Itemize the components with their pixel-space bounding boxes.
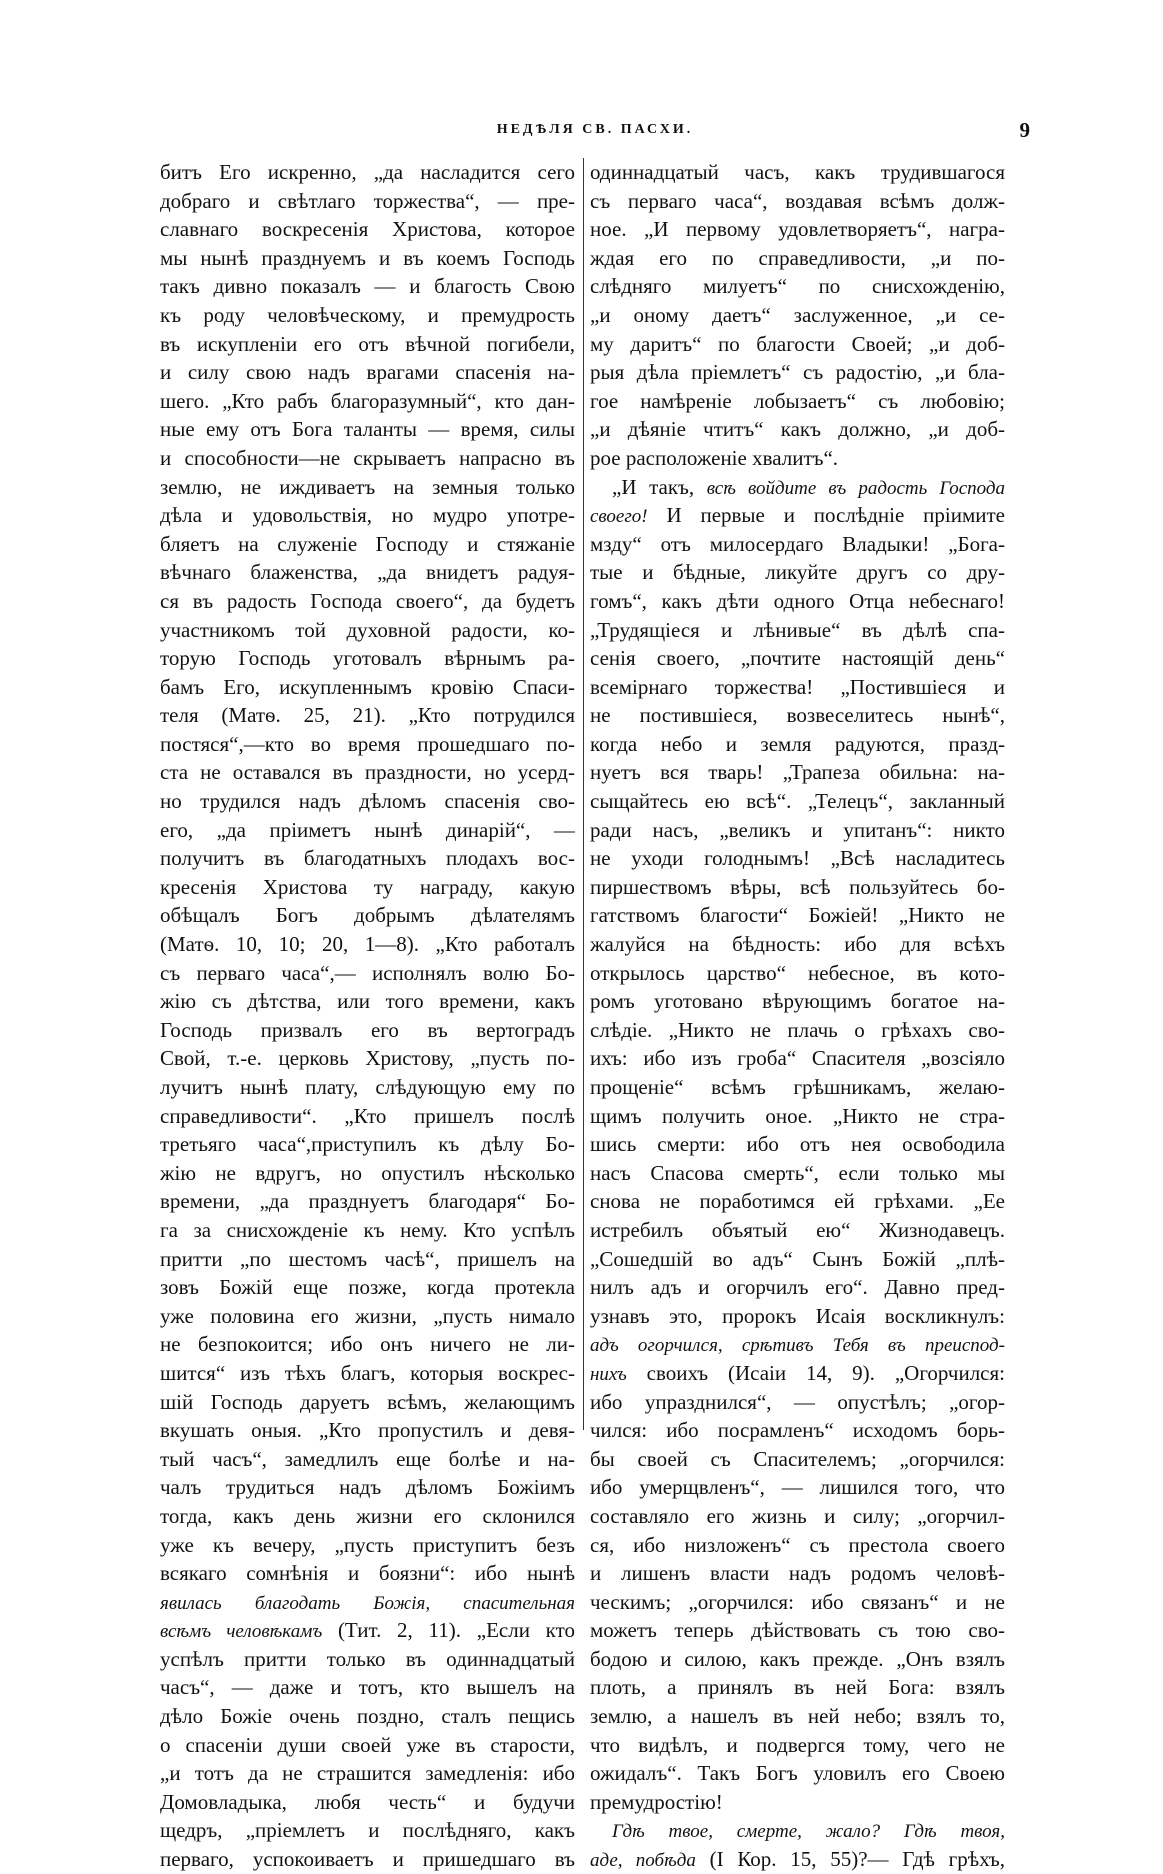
line-text: истребилъ объятый ею“ Жизнодавецъ.: [590, 1217, 1005, 1242]
line-text: „Сошедшій во адъ“ Сынъ Божій „плѣ-: [590, 1246, 1005, 1271]
italic-quote: Гдѣ твое, смерте, жало? Гдѣ твоя,: [612, 1821, 1005, 1843]
text-line: [160, 1731, 575, 1760]
text-line: [160, 1245, 575, 1274]
text-line: [160, 1330, 575, 1359]
text-line: [160, 987, 575, 1016]
text-line: [160, 158, 575, 187]
text-line: [590, 873, 1005, 902]
line-text: шись смерти: ибо отъ нея освободила: [590, 1132, 1005, 1157]
line-text: шего. „Кто рабъ благоразумный“, кто дан-: [160, 388, 575, 413]
text-line: [160, 1016, 575, 1045]
text-line: [160, 1616, 575, 1645]
line-text: участникомъ той духовной радости, ко-: [160, 617, 575, 642]
line-text: успѣлъ притти только въ одиннадцатый: [160, 1646, 575, 1671]
line-text: рое расположеніе хвалитъ“.: [590, 445, 839, 470]
line-text: (Тит. 2, 11). „Если кто: [322, 1618, 575, 1643]
text-line: [590, 701, 1005, 730]
text-line: [160, 215, 575, 244]
text-line: [160, 730, 575, 759]
text-line: [160, 1673, 575, 1702]
line-text: своихъ (Исаіи 14, 9). „Огорчился:: [626, 1360, 1005, 1385]
line-text: бодою и силою, какъ прежде. „Онъ взялъ: [590, 1646, 1005, 1671]
line-text: землю, не иждиваетъ на земныя только: [160, 474, 575, 499]
line-text: ибо упразднился“, — опустѣлъ; „огор-: [590, 1389, 1005, 1414]
line-text: одиннадцатый часъ, какъ трудившагося: [590, 160, 1005, 184]
text-line: [160, 501, 575, 530]
line-text: вѣчнаго блаженства, „да внидетъ радуя-: [160, 560, 575, 585]
text-line: [590, 1073, 1005, 1102]
text-line: [160, 1073, 575, 1102]
line-text: премудростію!: [590, 1789, 723, 1814]
text-line: [590, 1388, 1005, 1417]
text-line: [160, 816, 575, 845]
text-line: [160, 873, 575, 902]
line-text: дѣло Божіе очень поздно, сталъ пещись: [160, 1704, 575, 1729]
italic-quote: адъ огорчился, срѣтивъ Тебя въ преиспод-: [590, 1335, 1005, 1357]
text-line: [590, 272, 1005, 301]
running-title: НЕДѢЛЯ СВ. ПАСХИ.: [496, 122, 694, 137]
text-line: [160, 1645, 575, 1674]
italic-quote: своего!: [590, 506, 648, 528]
text-line: [160, 444, 575, 473]
line-text: слѣдняго милуетъ“ по снисхожденію,: [590, 274, 1005, 299]
line-text: насъ Спасова смерть“, если только мы: [590, 1160, 1005, 1185]
line-text: пиршествомъ вѣры, всѣ пользуйтесь бо-: [590, 874, 1005, 899]
text-line: [590, 1216, 1005, 1245]
line-text: и силу свою надъ врагами спасенія на-: [160, 360, 575, 385]
line-text: сыщайтесь ею всѣ“. „Телецъ“, закланный: [590, 789, 1005, 814]
line-text: Свой, т.-е. церковь Христову, „пусть по-: [160, 1046, 575, 1071]
line-text: (I Кор. 15, 55)?— Гдѣ грѣхъ,: [695, 1847, 1005, 1872]
line-text: не безпокоится; ибо онъ ничего не ли-: [160, 1332, 575, 1357]
line-text: Господь призвалъ его въ вертоградъ: [160, 1017, 575, 1042]
line-text: снова не поработимся ей грѣхами. „Ее: [590, 1189, 1005, 1214]
line-text: лучитъ нынѣ плату, слѣдующую ему по: [160, 1075, 575, 1099]
line-text: третьяго часа“,приступилъ къ дѣлу Бо-: [160, 1132, 575, 1157]
text-line: [590, 1130, 1005, 1159]
text-line: [590, 1559, 1005, 1588]
text-line: [590, 1531, 1005, 1560]
line-text: теля (Матѳ. 25, 21). „Кто потрудился: [160, 703, 575, 728]
line-text: ные ему отъ Бога таланты — время, силы: [160, 417, 575, 442]
text-line: [590, 358, 1005, 387]
line-text: „И такъ,: [612, 474, 707, 499]
text-line: [590, 387, 1005, 416]
text-line: [590, 787, 1005, 816]
text-line: [590, 844, 1005, 873]
text-line: [160, 473, 575, 502]
left-column: [160, 158, 575, 1874]
text-line: [590, 1273, 1005, 1302]
line-text: ся, ибо низложенъ“ съ престола своего: [590, 1532, 1005, 1557]
line-text: жалуйся на бѣдность: ибо для всѣхъ: [590, 932, 1005, 957]
text-line: [590, 673, 1005, 702]
text-line: [160, 187, 575, 216]
text-line: [590, 1702, 1005, 1731]
line-text: „Трудящіеся и лѣнивые“ въ дѣлѣ спа-: [590, 617, 1005, 642]
line-text: бамъ Его, искупленнымъ кровію Спаси-: [160, 674, 575, 699]
text-line: [160, 1388, 575, 1417]
line-text: всемірнаго торжества! „Постившіеся и: [590, 674, 1005, 699]
line-text: жію съ дѣтства, или того времени, какъ: [160, 989, 575, 1014]
line-text: ся въ радость Господа своего“, да будетъ: [160, 588, 575, 613]
text-line: [160, 901, 575, 930]
italic-quote: явилась благодать Божія, спасительная: [160, 1592, 575, 1614]
text-line: [160, 1759, 575, 1788]
text-line: [160, 272, 575, 301]
text-line: [590, 301, 1005, 330]
line-text: дѣла и удовольствія, но мудро употре-: [160, 503, 575, 528]
line-text: получитъ въ благодатныхъ плодахъ вос-: [160, 846, 575, 871]
text-line: [590, 1588, 1005, 1617]
text-line: [160, 1159, 575, 1188]
line-text: слѣдіе. „Никто не плачь о грѣхахъ сво-: [590, 1017, 1005, 1042]
text-line: [160, 301, 575, 330]
line-text: можетъ теперь дѣйствовать съ тою сво-: [590, 1618, 1005, 1643]
line-text: щедръ, „пріемлетъ и послѣдняго, какъ: [160, 1818, 575, 1843]
text-line: [160, 244, 575, 273]
text-line: [590, 1788, 1005, 1817]
line-text: открылось царство“ небесное, въ кото-: [590, 960, 1005, 985]
text-line: [160, 1044, 575, 1073]
line-text: рыя дѣла пріемлетъ“ съ радостію, „и бла-: [590, 360, 1005, 385]
line-text: битъ Его искренно, „да насладится сего: [160, 160, 575, 184]
line-text: всякаго сомнѣнія и боязни“: ибо нынѣ: [160, 1561, 575, 1586]
text-line: [590, 1845, 1005, 1874]
line-text: тогда, какъ день жизни его склонился: [160, 1503, 575, 1528]
text-line: [590, 816, 1005, 845]
line-text: торую Господь уготовалъ вѣрнымъ ра-: [160, 646, 575, 671]
text-line: [160, 1845, 575, 1874]
line-text: ради насъ, „великъ и упитанъ“: никто: [590, 817, 1005, 842]
line-text: И первые и послѣдніе пріимите: [647, 503, 1005, 528]
text-line: [160, 1445, 575, 1474]
italic-quote: аде, побѣда: [590, 1850, 696, 1872]
line-text: бляетъ на служеніе Господу и стяжаніе: [160, 531, 575, 556]
line-text: чился: ибо посрамленъ“ исходомъ борь-: [590, 1418, 1005, 1443]
line-text: Домовладыка, любя честь“ и будучи: [160, 1789, 575, 1814]
line-text: ожидалъ“. Такъ Богъ уловилъ его Своею: [590, 1761, 1005, 1786]
line-text: уже половина его жизни, „пусть нимало: [160, 1303, 575, 1328]
text-line: [590, 1302, 1005, 1331]
text-line: [590, 158, 1005, 187]
text-line: [590, 415, 1005, 444]
text-line: [160, 358, 575, 387]
right-column: [590, 158, 1005, 1874]
line-text: плоть, а принялъ въ ней Бога: взялъ: [590, 1675, 1005, 1700]
line-text: что видѣлъ, и подвергся тому, чего не: [590, 1732, 1005, 1757]
line-text: „и дѣяніе чтитъ“ какъ должно, „и доб-: [590, 417, 1005, 442]
line-text: прощеніе“ всѣмъ грѣшникамъ, желаю-: [590, 1075, 1005, 1099]
line-text: тые и бѣдные, ликуйте другъ со дру-: [590, 560, 1005, 585]
text-line: [590, 444, 1005, 473]
line-text: чалъ трудиться надъ дѣломъ Божіимъ: [160, 1475, 575, 1500]
text-line: [160, 1359, 575, 1388]
text-line: [160, 644, 575, 673]
line-text: его, „да пріиметъ нынѣ динарій“, —: [160, 817, 575, 842]
text-line: [160, 1416, 575, 1445]
text-line: [160, 1816, 575, 1845]
text-line: [590, 1159, 1005, 1188]
text-line: [590, 558, 1005, 587]
text-line: [590, 244, 1005, 273]
text-line: [160, 787, 575, 816]
text-line: [590, 1502, 1005, 1531]
text-line: [160, 673, 575, 702]
line-text: гомъ“, какъ дѣти одного Отца небеснаго!: [590, 588, 1005, 613]
text-line: [160, 1502, 575, 1531]
line-text: притти „по шестомъ часѣ“, пришелъ на: [160, 1246, 575, 1271]
text-line: [590, 1759, 1005, 1788]
line-text: землю, а нашелъ въ ней небо; взялъ то,: [590, 1704, 1005, 1729]
text-line: [160, 1702, 575, 1731]
line-text: съ перваго часа“,— исполнялъ волю Бо-: [160, 960, 575, 985]
line-text: такъ дивно показалъ — и благость Свою: [160, 274, 575, 299]
line-text: обѣщалъ Богъ добрымъ дѣлателямъ: [160, 903, 575, 928]
text-line: [160, 959, 575, 988]
text-line: [160, 530, 575, 559]
text-line: [590, 730, 1005, 759]
text-line: [590, 187, 1005, 216]
line-text: ста не оставался въ праздности, но усерд-: [160, 760, 575, 785]
line-text: ное. „И первому удовлетворяетъ“, награ-: [590, 217, 1005, 242]
line-text: ихъ: ибо изъ гроба“ Спасителя „возсіяло: [590, 1046, 1005, 1071]
line-text: составляло его жизнь и силу; „огорчил-: [590, 1503, 1005, 1528]
text-line: [160, 558, 575, 587]
line-text: узнавъ это, пророкъ Исаія воскликнулъ:: [590, 1303, 1005, 1328]
text-line: [160, 1102, 575, 1131]
line-text: къ роду человѣческому, и премудрость: [160, 302, 575, 327]
text-line: [590, 1445, 1005, 1474]
line-text: ромъ уготовано вѣрующимъ богатое на-: [590, 989, 1005, 1014]
line-text: шится“ изъ тѣхъ благъ, которыя воскрес-: [160, 1360, 575, 1385]
line-text: уже къ вечеру, „пусть приступитъ безъ: [160, 1532, 575, 1557]
line-text: гатствомъ благости“ Божіей! „Никто не: [590, 903, 1005, 928]
text-line: [590, 758, 1005, 787]
text-line: [160, 1302, 575, 1331]
text-line: [590, 901, 1005, 930]
text-line: [590, 1673, 1005, 1702]
text-line: [590, 1816, 1005, 1845]
line-text: га за снисхожденіе къ нему. Кто успѣлъ: [160, 1217, 575, 1242]
text-line: [160, 1588, 575, 1617]
text-line: [590, 1731, 1005, 1760]
text-line: [160, 1216, 575, 1245]
text-line: [590, 1044, 1005, 1073]
line-text: (Матѳ. 10, 10; 20, 1—8). „Кто работалъ: [160, 932, 575, 957]
text-line: [590, 530, 1005, 559]
text-line: [590, 1187, 1005, 1216]
text-line: [160, 1788, 575, 1817]
line-text: „и тотъ да не страшится замедленія: ибо: [160, 1761, 575, 1786]
text-line: [590, 1416, 1005, 1445]
text-line: [590, 1645, 1005, 1674]
line-text: ибо умерщвленъ“, — лишился того, что: [590, 1475, 1005, 1500]
text-line: [590, 930, 1005, 959]
text-line: [160, 930, 575, 959]
line-text: справедливости“. „Кто пришелъ послѣ: [160, 1103, 575, 1128]
text-line: [160, 1473, 575, 1502]
text-line: [590, 959, 1005, 988]
text-line: [590, 1359, 1005, 1388]
text-line: [160, 415, 575, 444]
line-text: славнаго воскресенія Христова, которое: [160, 217, 575, 242]
line-text: мы нынѣ празднуемъ и въ коемъ Господь: [160, 245, 575, 270]
text-line: [590, 616, 1005, 645]
line-text: съ перваго часа“, воздавая всѣмъ долж-: [590, 188, 1005, 213]
line-text: нилъ адъ и огорчилъ его“. Давно пред-: [590, 1275, 1005, 1300]
italic-quote: нихъ: [590, 1363, 627, 1385]
line-text: ждая его по справедливости, „и по-: [590, 245, 1005, 270]
text-line: [590, 1102, 1005, 1131]
line-text: добраго и свѣтлаго торжества“, — пре-: [160, 188, 575, 213]
line-text: вкушать оныя. „Кто пропустилъ и девя-: [160, 1418, 575, 1443]
text-line: [590, 501, 1005, 530]
text-line: [590, 1616, 1005, 1645]
line-text: постяся“,—кто во время прошедшаго по-: [160, 731, 575, 756]
line-text: мзду“ отъ милосердаго Владыки! „Бога-: [590, 531, 1005, 556]
line-text: зовъ Божій еще позже, когда протекла: [160, 1275, 575, 1300]
text-line: [160, 1559, 575, 1588]
text-line: [590, 1245, 1005, 1274]
text-line: [590, 587, 1005, 616]
text-line: [160, 1273, 575, 1302]
text-line: [160, 387, 575, 416]
column-divider: [583, 158, 584, 1430]
text-line: [160, 1531, 575, 1560]
text-line: [160, 330, 575, 359]
line-text: и способности—не скрываетъ напрасно въ: [160, 445, 575, 470]
text-line: [590, 644, 1005, 673]
italic-quote: всѣмъ человѣкамъ: [160, 1621, 323, 1643]
text-line: [160, 701, 575, 730]
text-line: [590, 330, 1005, 359]
line-text: часъ“, — даже и тотъ, кто вышелъ на: [160, 1675, 575, 1700]
text-line: [590, 1330, 1005, 1359]
text-line: [160, 1187, 575, 1216]
text-line: [590, 1016, 1005, 1045]
line-text: „и оному даетъ“ заслуженное, „и се-: [590, 302, 1005, 327]
line-text: жію не вдругъ, но опустилъ нѣсколько: [160, 1160, 575, 1185]
italic-quote: всѣ войдите въ радость Господа: [706, 477, 1005, 499]
page-header: [160, 118, 1030, 148]
text-line: [590, 1473, 1005, 1502]
text-line: [160, 587, 575, 616]
text-line: [160, 844, 575, 873]
line-text: тый часъ“, замедлилъ еще болѣе и на-: [160, 1446, 575, 1471]
text-line: [160, 1130, 575, 1159]
line-text: когда небо и земля радуются, празд-: [590, 731, 1005, 756]
text-line: [160, 758, 575, 787]
line-text: въ искупленіи его отъ вѣчной погибели,: [160, 331, 575, 356]
text-line: [590, 987, 1005, 1016]
page-number: 9: [1019, 118, 1030, 142]
line-text: сенія своего, „почтите настоящій день“: [590, 646, 1005, 671]
text-line: [590, 215, 1005, 244]
line-text: не уходи голоднымъ! „Всѣ насладитесь: [590, 846, 1005, 871]
line-text: но трудился надъ дѣломъ спасенія сво-: [160, 789, 575, 814]
text-line: [160, 616, 575, 645]
line-text: не постившіеся, возвеселитесь нынѣ“,: [590, 703, 1005, 728]
line-text: щимъ получить оное. „Никто не стра-: [590, 1103, 1005, 1128]
line-text: кресенія Христова ту награду, какую: [160, 874, 575, 899]
line-text: шій Господь даруетъ всѣмъ, желающимъ: [160, 1389, 575, 1414]
line-text: му даритъ“ по благости Своей; „и доб-: [590, 331, 1005, 356]
line-text: перваго, успокоиваетъ и пришедшаго въ: [160, 1847, 575, 1872]
text-line: [590, 473, 1005, 502]
line-text: времени, „да празднуетъ благодаря“ Бо-: [160, 1189, 575, 1214]
line-text: нуетъ вся тварь! „Трапеза обильна: на-: [590, 760, 1005, 785]
line-text: о спасеніи души своей уже въ старости,: [160, 1732, 575, 1757]
line-text: бы своей съ Спасителемъ; „огорчился:: [590, 1446, 1005, 1471]
line-text: и лишенъ власти надъ родомъ человѣ-: [590, 1561, 1005, 1586]
line-text: гое намѣреніе лобызаетъ“ съ любовію;: [590, 388, 1005, 413]
line-text: ческимъ; „огорчился: ибо связанъ“ и не: [590, 1589, 1005, 1614]
